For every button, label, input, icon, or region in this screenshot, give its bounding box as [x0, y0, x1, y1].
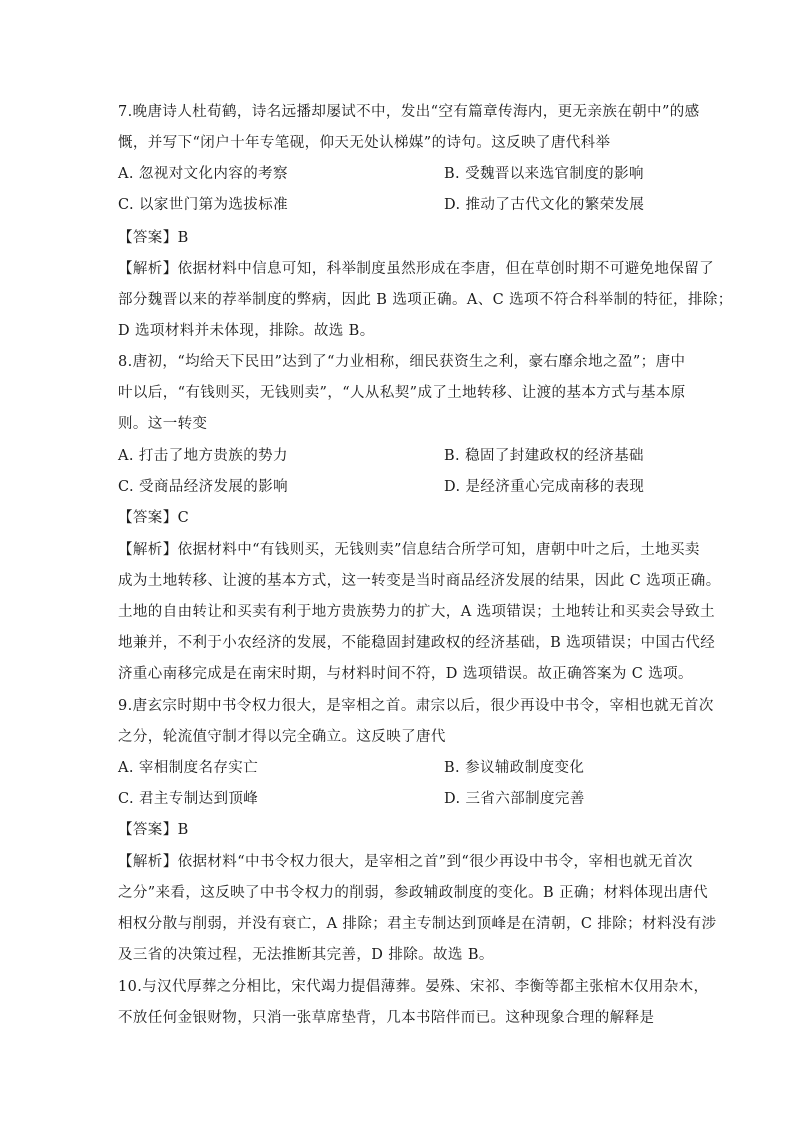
q7-stem-line-2: 慨，并写下“闭户十年专笔砚，仰天无处认梯媒”的诗句。这反映了唐代科举 — [118, 135, 611, 151]
q9-analysis-line-3: 相权分散与削弱，并没有衰亡，A 排除；君主专制达到顶峰是在清朝，C 排除；材料没有涉 — [118, 916, 717, 932]
q9-answer: 【答案】B — [118, 822, 189, 838]
q10-stem-line-2: 不放任何金银财物，只消一张草席垫背，几本书陪伴而已。这种现象合理的解释是 — [118, 1010, 655, 1026]
q8-analysis-line-2: 成为土地转移、让渡的基本方式，这一转变是当时商品经济发展的结果，因此 C 选项正确。 — [118, 573, 721, 589]
q7-stem-line-1: 7.晚唐诗人杜荀鹤，诗名远播却屡试不中，发出“空有篇章传海内，更无亲族在朝中”的感 — [118, 104, 700, 120]
q10-stem-line-1: 10.与汉代厚葬之分相比，宋代竭力提倡薄葬。晏殊、宋祁、李衡等都主张棺木仅用杂木， — [118, 979, 709, 995]
q9-analysis-line-4: 及三省的决策过程，无法推断其完善，D 排除。故选 B。 — [118, 947, 494, 963]
q7-option-a: A. 忽视对文化内容的考察 — [118, 166, 288, 182]
q7-option-c: C. 以家世门第为选拔标准 — [118, 197, 288, 213]
q9-stem-line-2: 之分，轮流值守制才得以完全确立。这反映了唐代 — [118, 729, 446, 745]
q8-option-c: C. 受商品经济发展的影响 — [118, 479, 288, 495]
q9-option-c: C. 君主专制达到顶峰 — [118, 791, 259, 807]
q7-option-b: B. 受魏晋以来选官制度的影响 — [444, 166, 644, 182]
q7-analysis-line-1: 【解析】依据材料中信息可知，科举制度虽然形成在李唐，但在草创时期不可避免地保留了 — [118, 261, 714, 277]
q8-analysis-line-3: 土地的自由转让和买卖有利于地方贵族势力的扩大，A 选项错误；土地转让和买卖会导致土 — [118, 604, 715, 620]
q8-answer: 【答案】C — [118, 510, 190, 526]
q8-analysis-line-4: 地兼并，不利于小农经济的发展，不能稳固封建政权的经济基础，B 选项错误；中国古代经 — [118, 635, 716, 651]
q8-stem-line-3: 则。这一转变 — [118, 416, 208, 432]
q7-answer: 【答案】B — [118, 230, 189, 246]
q9-option-d: D. 三省六部制度完善 — [444, 791, 585, 807]
q8-stem-line-2: 叶以后，“有钱则买，无钱则卖”，“人从私契”成了土地转移、让渡的基本方式与基本原 — [118, 385, 686, 401]
q8-option-b: B. 稳固了封建政权的经济基础 — [444, 448, 644, 464]
q9-option-a: A. 宰相制度名存实亡 — [118, 760, 259, 776]
q9-analysis-line-1: 【解析】依据材料“中书令权力很大，是宰相之首”到“很少再设中书令，宰相也就无首次 — [118, 854, 693, 870]
q9-option-b: B. 参议辅政制度变化 — [444, 760, 585, 776]
q9-analysis-line-2: 之分”来看，这反映了中书令权力的削弱，参政辅政制度的变化。B 正确；材料体现出唐代 — [118, 885, 709, 901]
q7-analysis-line-2: 部分魏晋以来的荐举制度的弊病，因此 B 选项正确。A、C 选项不符合科举制的特征，排除； — [118, 292, 733, 308]
q8-analysis-line-1: 【解析】依据材料中“有钱则买，无钱则卖”信息结合所学可知，唐朝中叶之后，土地买卖 — [118, 542, 700, 558]
q8-analysis-line-5: 济重心南移完成是在南宋时期，与材料时间不符，D 选项错误。故正确答案为 C 选项。 — [118, 666, 693, 682]
q8-option-d: D. 是经济重心完成南移的表现 — [444, 479, 645, 495]
q8-option-a: A. 打击了地方贵族的势力 — [118, 448, 288, 464]
q8-stem-line-1: 8.唐初，“均给天下民田”达到了“力业相称，细民获资生之利，豪右靡余地之盈”；唐中 — [118, 354, 686, 370]
q9-stem-line-1: 9.唐玄宗时期中书令权力很大，是宰相之首。肃宗以后，很少再设中书令，宰相也就无首次 — [118, 698, 714, 714]
q7-option-d: D. 推动了古代文化的繁荣发展 — [444, 197, 645, 213]
q7-analysis-line-3: D 选项材料并未体现，排除。故选 B。 — [118, 323, 375, 339]
